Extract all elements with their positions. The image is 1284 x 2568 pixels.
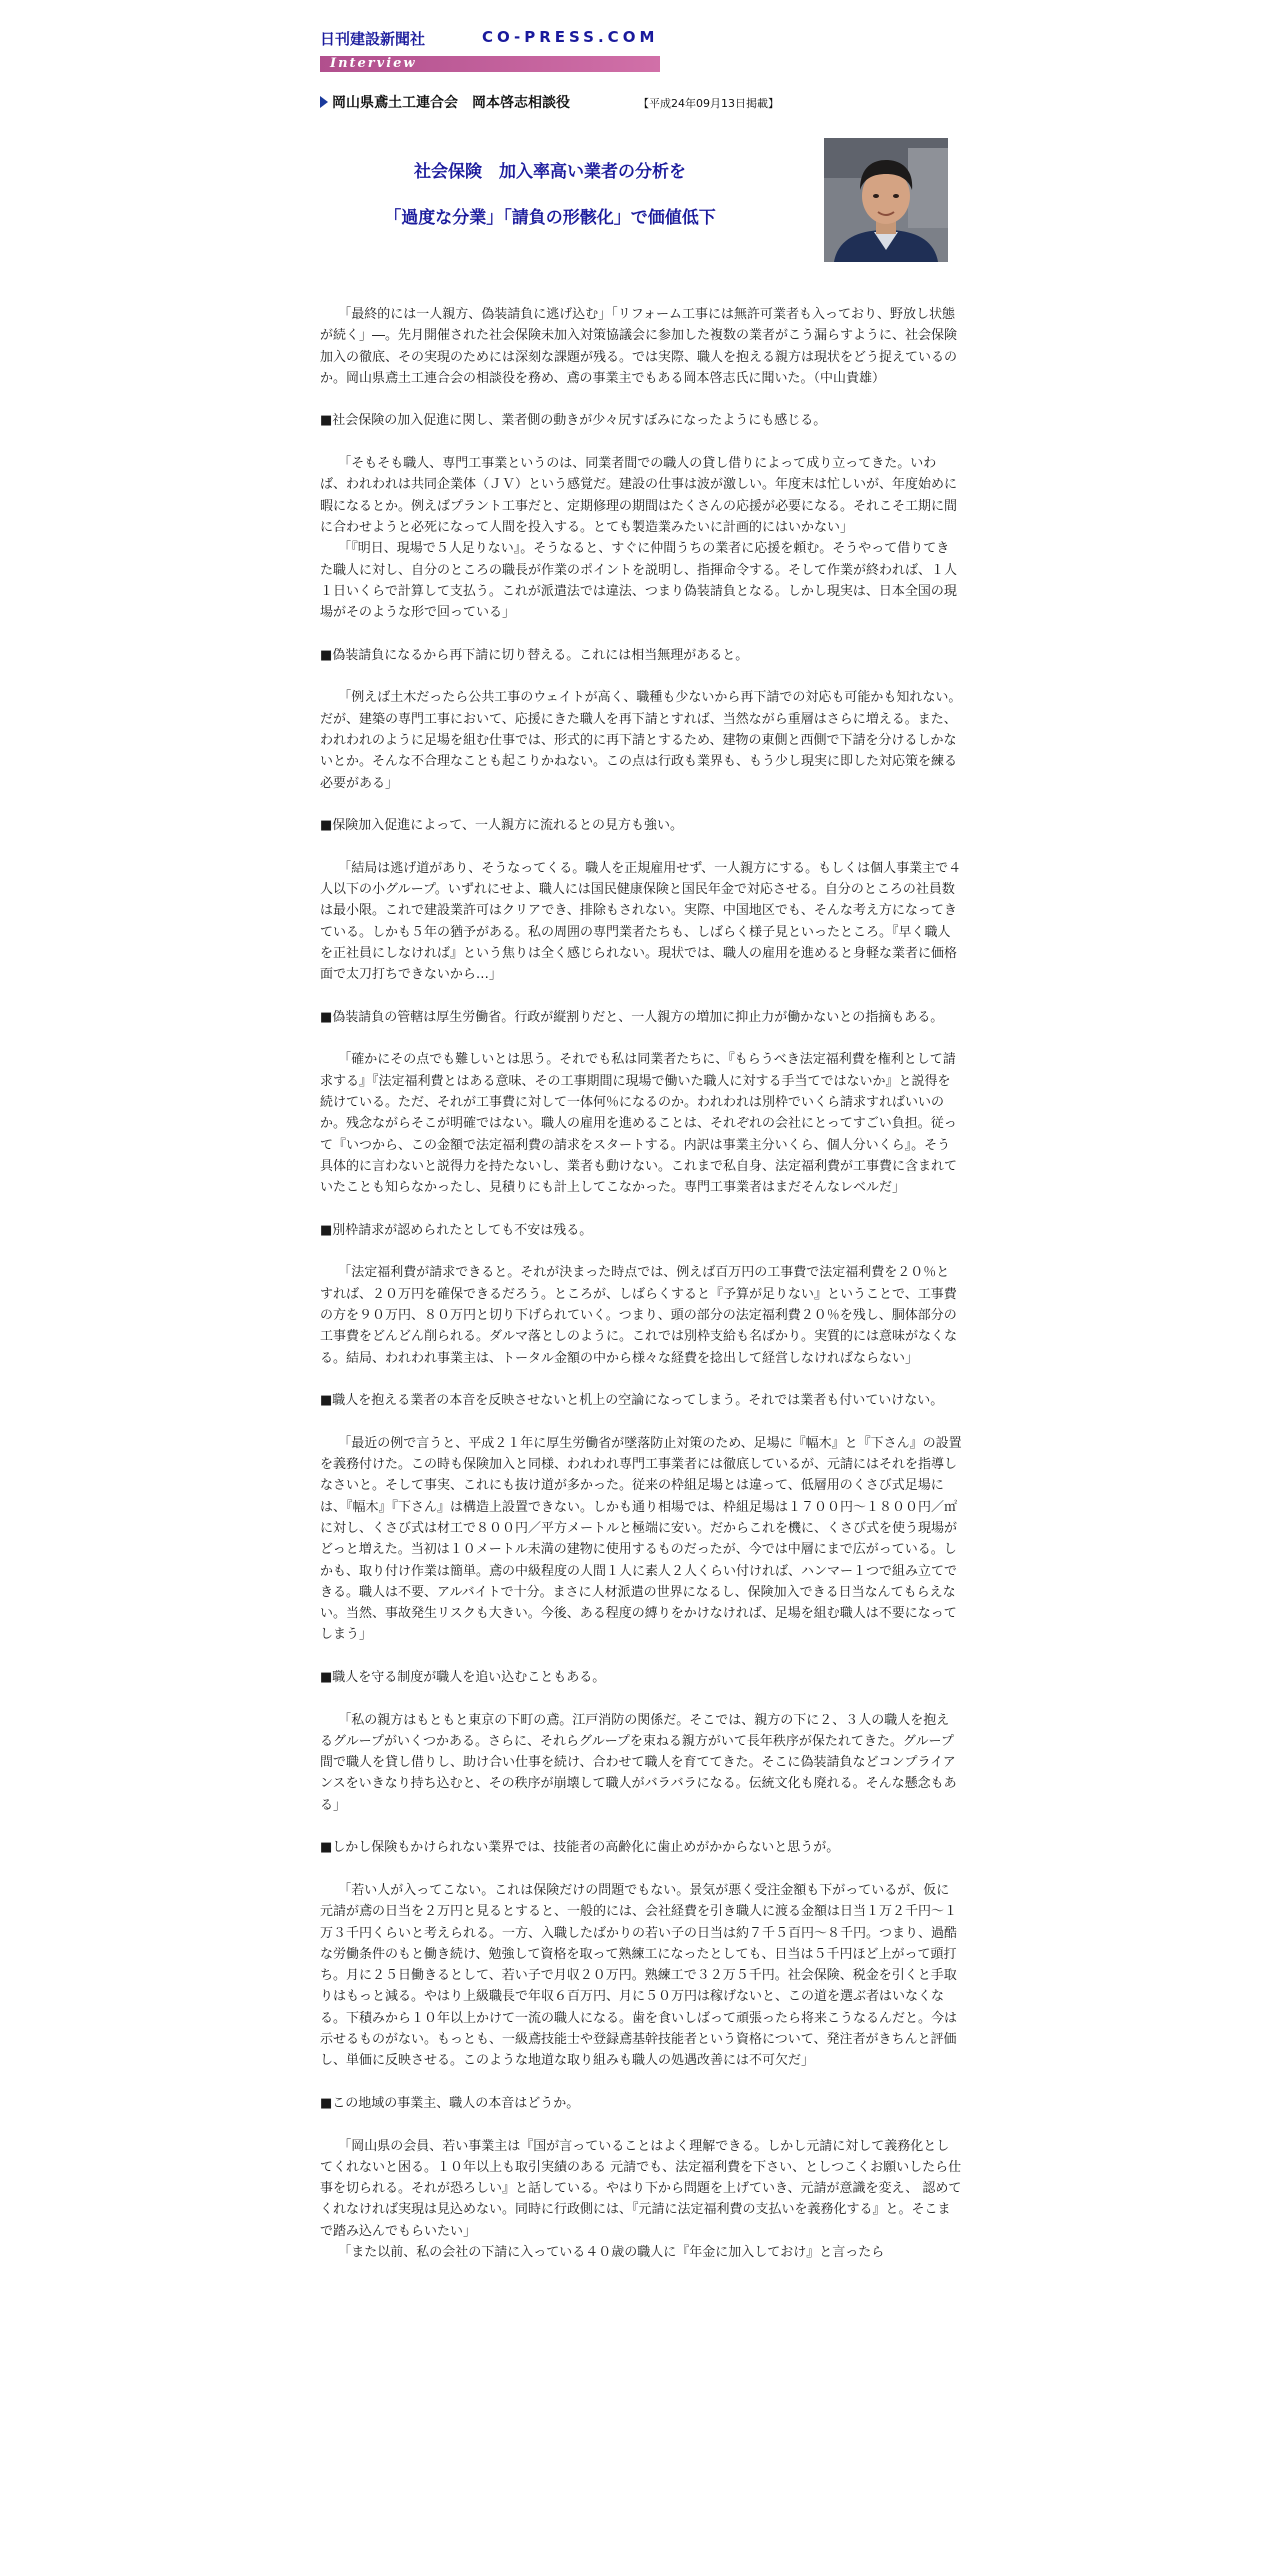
interview-answer: 「結局は逃げ道があり、そうなってくる。職人を正規雇用せず、一人親方にする。もしくは個人事業主で４人以下の小グループ。いずれにせよ、職人には国民健康保険と国民年金で対応させる。自分のところの社員数は最小限。これで建設業許可はクリアでき、排除もされない。実際、中国地区でも、そんな考え方になってきている。しかも５年の猶予がある。私の周囲の専門業者たちも、しばらく様子見といったところ。『早く職人を正社員にしなければ』という焦りは全く感じられない。現状では、職人の雇用を進めると身軽な業者に価格面で太刀打ちできないから…」: [320, 860, 962, 983]
interview-answer: 「そもそも職人、専門工事業というのは、同業者間での職人の貸し借りによって成り立ってきた。いわば、われわれは共同企業体（ＪＶ）という感覚だ。建設の仕事は波が激しい。年度末は忙しいが、年度始めに暇になるとか。例えばプラント工事だと、定期修理の期間はたくさんの応援が必要になる。それこそ工期に間に合わせようと必死になって人間を投入する。とても製造業みたいに計画的にはいかない」: [320, 456, 958, 535]
interview-question: ■職人を守る制度が職人を追い込むこともある。: [320, 1670, 606, 1685]
interview-question: ■職人を抱える業者の本音を反映させないと机上の空論になってしまう。それでは業者も付いていけない。: [320, 1393, 944, 1409]
interview-question: ■偽装請負になるから再下請に切り替える。これには相当無理があると。: [320, 647, 749, 663]
interview-answer: 「例えば土木だったら公共工事のウェイトが高く、職種も少ないから再下請での対応も可能かも知れない。だが、建築の専門工事において、応援にきた職人を再下請とすれば、当然ながら重層はさらに増える。また、われわれのように足場を組む仕事では、形式的に再下請とするため、建物の東側と西側で下請を分けるしかないとか。そんな不合理なことも起こりかねない。この点は行政も業界も、もう少し現実に即した対応策を練る必要がある」: [320, 690, 962, 791]
headline: [320, 160, 780, 230]
interview-answer: 「法定福利費が請求できると。それが決まった時点では、例えば百万円の工事費で法定福利費を２０％とすれば、２０万円を確保できるだろう。ところが、しばらくすると『予算が足りない』ということで、工事費の方を９０万円、８０万円と切り下げられていく。つまり、頭の部分の法定福利費２０％を残し、胴体部分の工事費をどんどん削られる。ダルマ落としのように。これでは別枠支給も名ばかり。実質的には意味がなくなる。結局、われわれ事業主は、トータル金額の中から様々な経費を捻出して経営しなければならない」: [320, 1265, 958, 1366]
article-body: [320, 304, 962, 2263]
interview-answer: 「『明日、現場で５人足りない』。そうなると、すぐに仲間うちの業者に応援を頼む。そうやって借りてきた職人に対し、自分のところの職長が作業のポイントを説明し、指揮命令する。そして作業が終われば、１人１日いくらで計算して支払う。これが派遣法では違法、つまり偽装請負となる。しかし現実は、日本全国の現場がそのような形で回っている」: [320, 541, 958, 621]
headline-line-2: 「過度な分業」「請負の形骸化」で価値低下: [384, 208, 716, 228]
article-intro: 「最終的には一人親方、偽装請負に逃げ込む」「リフォーム工事には無許可業者も入っており、野放し状態が続く」―。先月開催された社会保険未加入対策協議会に参加した複数の業者がこう漏らすように、社会保険加入の徹底、その実現のためには深刻な課題が残る。では実際、職人を抱える親方は現状をどう捉えているのか。岡山県鳶土工連合会の相談役を務め、鳶の事業主でもある岡本啓志氏に聞いた。（中山貴雄）: [320, 307, 958, 386]
interview-answer: 「私の親方はもともと東京の下町の鳶。江戸消防の関係だ。そこでは、親方の下に２、３人の職人を抱えるグループがいくつかある。さらに、それらグループを束ねる親方がいて長年秩序が保たれてきた。グループ間で職人を貸し借りし、助け合い仕事を続け、合わせて職人を育ててきた。そこに偽装請負などコンプライアンスをいきなり持ち込むと、その秩序が崩壊して職人がバラバラになる。伝統文化も廃れる。そんな懸念もある」: [320, 1712, 957, 1813]
interview-question: ■しかし保険もかけられない業界では、技能者の高齢化に歯止めがかからないと思うが。: [320, 1840, 840, 1856]
interview-label: Interview: [330, 56, 417, 71]
interview-answer: 「岡山県の会員、若い事業主は『国が言っていることはよく理解できる。しかし元請に対して義務化としてくれないと困る。１０年以上も取引実績のある 元請でも、法定福利費を下さい、としつこくお願いしたら仕事を切られる。それが恐ろしい』と話している。やはり下から問題を上げていき、元請が意識を変え、 認めてくれなければ実現は見込めない。同時に行政側には、『元請に法定福利費の支払いを義務化する』と。そこまで踏み込んでもらいたい」: [320, 2138, 962, 2239]
interview-answer: 「確かにその点でも難しいとは思う。それでも私は同業者たちに、『もらうべき法定福利費を権利として請求する』『法定福利費とはある意味、その工事期間に現場で働いた職人に対する手当てではないか』と説得を続けている。ただ、それが工事費に対して一体何％になるのか。われわれは別枠でいくら請求すればいいのか。残念ながらそこが明確ではない。職人の雇用を進めることは、それぞれの会社にとってすごい負担。従って『いつから、この金額で法定福利費の請求をスタートする。内訳は事業主分いくら、個人分いくら』。そう具体的に言わないと説得力を持たないし、業者も動けない。これまで私自身、法定福利費が工事費に含まれていたことも知らなかったし、見積りにも計上してこなかった。専門工事業者はまだそんなレベルだ」: [320, 1052, 958, 1196]
portrait-photo: [824, 138, 948, 262]
interview-question: ■偽装請負の管轄は厚生労働省。行政が縦割りだと、一人親方の増加に抑止力が働かないとの指摘もある。: [320, 1009, 944, 1025]
interview-question: ■保険加入促進によって、一人親方に流れるとの見方も強い。: [320, 818, 684, 834]
headline-line-1: 社会保険 加入率高い業者の分析を: [414, 162, 686, 182]
interview-answer: 「最近の例で言うと、平成２１年に厚生労働省が墜落防止対策のため、足場に『幅木』と『下さん』の設置を義務付けた。この時も保険加入と同様、われわれ専門工事業者には徹底しているが、元請にはそれを指導しなさいと。そして事実、これにも抜け道が多かった。従来の枠組足場とは違って、低層用のくさび式足場には、『幅木』『下さん』は構造上設置できない。しかも通り相場では、枠組足場は１７００円～１８００円／㎡に対し、くさび式は材工で８００円／平方メートルと極端に安い。だからこれを機に、くさび式を使う現場がどっと増えた。当初は１０メートル未満の建物に使用するものだったが、今では中層にまで広がっている。しかも、取り付け作業は簡単。鳶の中級程度の人間１人に素人２人くらい付ければ、ハンマー１つで組み立てできる。職人は不要、アルバイトで十分。まさに人材派遣の世界になるし、保険加入できる日当なんてもらえない。当然、事故発生リスクも大きい。今後、ある程度の縛りをかけなければ、足場を組む職人は不要になってしまう」: [320, 1435, 962, 1643]
interview-section-bar: [320, 56, 660, 72]
arrow-right-icon: [320, 96, 328, 108]
interview-question: ■社会保険の加入促進に関し、業者側の動きが少々尻すぼみになったようにも感じる。: [320, 413, 827, 429]
interview-answer: 「また以前、私の会社の下請に入っている４０歳の職人に『年金に加入しておけ』と言ったら: [338, 2245, 885, 2261]
interviewee-name: 岡山県鳶土工連合会 岡本啓志相談役: [332, 95, 570, 111]
masthead: [320, 26, 780, 74]
interview-question: ■別枠請求が認められたとしても不安は残る。: [320, 1222, 593, 1238]
publish-date: 【平成24年09月13日掲載】: [638, 97, 779, 110]
interview-question: ■この地域の事業主、職人の本音はどうか。: [320, 2095, 580, 2111]
interview-answer: 「若い人が入ってこない。これは保険だけの問題でもない。景気が悪く受注金額も下がっているが、仮に元請が鳶の日当を２万円と見るとすると、一般的には、会社経費を引き職人に渡る金額は日当１万２千円～１万３千円くらいと考えられる。一方、入職したばかりの若い子の日当は約７千５百円～８千円。つまり、過酷な労働条件のもと働き続け、勉強して資格を取って熟練工になったとしても、日当は５千円ほど上がって頭打ち。月に２５日働きるとして、若い子で月収２０万円。熟練工で３２万５千円。社会保険、税金を引くと手取りはもっと減る。やはり上級職長で年収６百万円、月に５０万円は稼げないと、この道を選ぶ者はいなくなる。下積みから１０年以上かけて一流の職人になる。歯を食いしばって頑張ったら将来こうなるんだと。今は示せるものがない。もっとも、一級鳶技能士や登録鳶基幹技能者という資格について、発注者がきちんと評価し、単価に反映させる。このような地道な取り組みも職人の処遇改善には不可欠だ」: [320, 1882, 958, 2069]
brand-url-link[interactable]: CO-PRESS.COM: [482, 28, 659, 46]
brand-name-link[interactable]: 日刊建設新聞社: [320, 30, 426, 48]
byline: [320, 92, 962, 112]
